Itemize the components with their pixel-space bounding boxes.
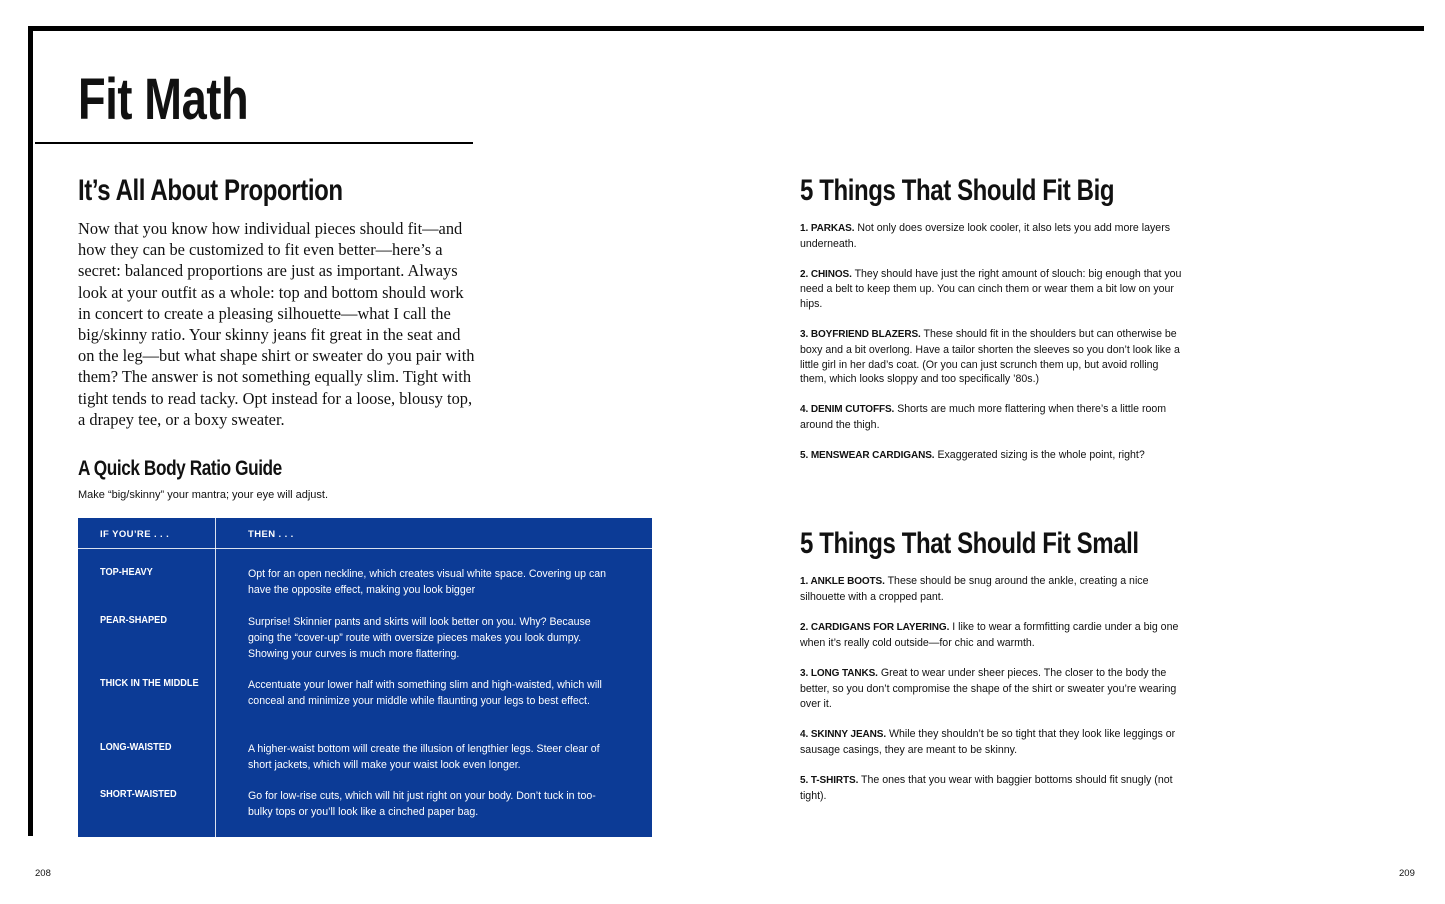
- list-item: [800, 448, 1182, 464]
- row-label: LONG-WAISTED: [100, 742, 172, 753]
- body-ratio-table: [78, 518, 652, 837]
- fit-big-list: [800, 221, 1182, 479]
- item-lead: 4. SKINNY JEANS.: [800, 729, 887, 741]
- row-description: Accentuate your lower half with something slim and high-waisted, which will conceal and minimize your middle while flaunting your legs to best effect.: [248, 679, 602, 707]
- list-item: [800, 666, 1182, 711]
- list-item: [800, 574, 1182, 605]
- item-lead: 1. ANKLE BOOTS.: [800, 576, 885, 587]
- item-lead: 3. BOYFRIEND BLAZERS.: [800, 328, 921, 340]
- item-text: Great to wear under sheer pieces. The closer to the body the better, so you don’t compromise the shape of the shirt or sweater you’re wearing over it.: [800, 667, 1177, 710]
- left-rule: [28, 26, 33, 836]
- item-text: I like to wear a formfitting cardie under a big one when it’s really cold outside—for chic and warmth.: [800, 621, 1179, 649]
- list-item: [800, 267, 1182, 312]
- ratio-guide-subtitle: Make “big/skinny” your mantra; your eye will adjust.: [78, 489, 329, 501]
- row-description: A higher-waist bottom will create the illusion of lengthier legs. Steer clear of short jackets, which will make your waist look even longer.: [248, 743, 600, 771]
- item-lead: 4. DENIM CUTOFFS.: [800, 404, 895, 416]
- item-lead: 5. MENSWEAR CARDIGANS.: [800, 449, 935, 461]
- item-text: They should have just the right amount of slouch: big enough that you need a belt to keep them up. You can cinch them or wear them a bit low on your hips.: [800, 267, 1182, 311]
- list-item: [800, 727, 1182, 758]
- list-item: [800, 773, 1182, 804]
- item-lead: 2. CARDIGANS FOR LAYERING.: [800, 622, 950, 634]
- item-lead: 2. CHINOS.: [800, 268, 852, 280]
- row-description: Go for low-rise cuts, which will hit just right on your body. Don’t tuck in too-bulky tops or you’ll look like a cinched paper bag.: [248, 790, 596, 818]
- list-item: [800, 327, 1182, 387]
- page-title: Fit Math: [78, 67, 249, 132]
- list-item: [800, 221, 1182, 252]
- row-label: SHORT-WAISTED: [100, 789, 177, 800]
- section-heading-fit-small: 5 Things That Should Fit Small: [800, 527, 1139, 560]
- intro-paragraph: Now that you know how individual pieces should fit—and how they can be customized to fit even better—here’s a secret: balanced proportions are just as important. Always look at your outfit as a whole: top and bottom should work in concert to create a pleasing silhouette—what I call the big/skinny ratio. Your skinny jeans fit great in the seat and on the leg—but what shape shirt or sweater do you pair with them? The answer is not something equally slim. Tight with tight tends to read tacky. Opt instead for a loose, blousy top, a drapey tee, or a boxy sweater.: [78, 219, 475, 429]
- row-label: PEAR-SHAPED: [100, 615, 167, 626]
- item-text: The ones that you wear with baggier bottoms should fit snugly (not tight).: [800, 774, 1173, 802]
- section-heading-fit-big: 5 Things That Should Fit Big: [800, 174, 1115, 207]
- page-number-right: 209: [1399, 868, 1415, 879]
- list-item: [800, 620, 1182, 651]
- page-number-left: 208: [35, 868, 51, 879]
- row-description: Opt for an open neckline, which creates visual white space. Covering up can have the opposite effect, making you look bigger: [248, 568, 607, 596]
- row-description: Surprise! Skinnier pants and skirts will look better on you. Why? Because going the “cover-up” route with oversize pieces makes you look dumpy. Showing your curves is much more flattering.: [248, 616, 591, 660]
- ratio-guide-heading: A Quick Body Ratio Guide: [78, 457, 282, 480]
- item-text: These should be snug around the ankle, creating a nice silhouette with a cropped pant.: [800, 575, 1149, 603]
- table-column-divider: [215, 518, 216, 837]
- table-header-if-youre: IF YOU’RE . . .: [100, 529, 170, 540]
- item-text: Shorts are much more flattering when there’s a little room around the thigh.: [800, 403, 1167, 431]
- list-item: [800, 402, 1182, 433]
- section-heading-proportion: It’s All About Proportion: [78, 174, 343, 207]
- fit-small-list: [800, 574, 1182, 819]
- item-text: While they shouldn’t be so tight that they look like leggings or sausage casings, they are meant to be skinny.: [800, 728, 1176, 756]
- row-label: TOP-HEAVY: [100, 567, 153, 578]
- item-text: Exaggerated sizing is the whole point, right?: [937, 448, 1145, 461]
- row-label: THICK IN THE MIDDLE: [100, 678, 199, 689]
- item-text: Not only does oversize look cooler, it also lets you add more layers underneath.: [800, 222, 1171, 250]
- title-rule: [35, 142, 473, 144]
- item-lead: 5. T-SHIRTS.: [800, 775, 859, 787]
- table-header-divider: [78, 548, 652, 549]
- item-text: These should fit in the shoulders but can otherwise be boxy and a bit overlong. Have a tailor shorten the sleeves so you don’t look like a little girl in her dad’s coat. (Or you can just scrunch them up, but avoid rolling them, which looks sloppy and too specifically ’80s.): [800, 327, 1180, 386]
- item-lead: 1. PARKAS.: [800, 223, 855, 234]
- item-lead: 3. LONG TANKS.: [800, 668, 878, 680]
- top-rule: [28, 26, 1424, 31]
- table-header-then: THEN . . .: [248, 529, 294, 540]
